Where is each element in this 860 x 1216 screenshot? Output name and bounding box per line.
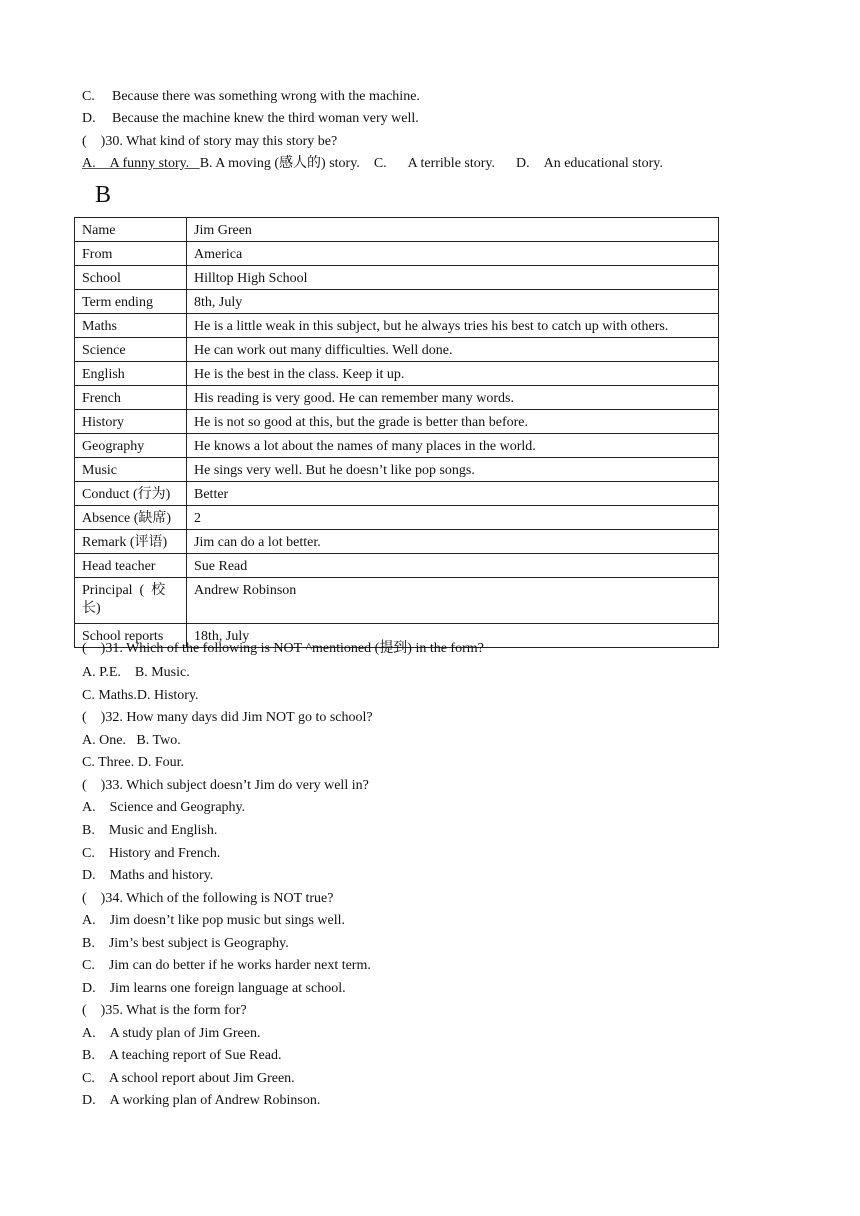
table-row bbox=[75, 362, 719, 386]
table-row bbox=[75, 482, 719, 506]
row-label: Science bbox=[75, 338, 187, 362]
row-value: 18th, July bbox=[187, 624, 719, 648]
school-report-table bbox=[74, 217, 719, 648]
answer-option: C. History and French. bbox=[82, 846, 221, 861]
answer-option: D. A working plan of Andrew Robinson. bbox=[82, 1093, 321, 1108]
answer-option: A. Jim doesn’t like pop music but sings well. bbox=[82, 913, 346, 928]
row-value: He knows a lot about the names of many places in the world. bbox=[187, 434, 719, 458]
row-label: History bbox=[75, 410, 187, 434]
row-value: America bbox=[187, 242, 719, 266]
answer-option: B. A teaching report of Sue Read. bbox=[82, 1048, 282, 1063]
table-row bbox=[75, 218, 719, 242]
row-value: Sue Read bbox=[187, 554, 719, 578]
table-row bbox=[75, 578, 719, 624]
table-row bbox=[75, 458, 719, 482]
row-label: Conduct (行为) bbox=[75, 482, 187, 506]
row-label: Name bbox=[75, 218, 187, 242]
table-row bbox=[75, 242, 719, 266]
section-label: B bbox=[95, 182, 112, 208]
row-label: Remark (评语) bbox=[75, 530, 187, 554]
table-row bbox=[75, 338, 719, 362]
row-value: 2 bbox=[187, 506, 719, 530]
row-value: Jim Green bbox=[187, 218, 719, 242]
table-row bbox=[75, 290, 719, 314]
q30-option-a: A. A funny story. bbox=[82, 156, 200, 171]
q30-option-d: D. An educational story. bbox=[516, 156, 663, 171]
row-label: Head teacher bbox=[75, 554, 187, 578]
q30-option-b: B. A moving (感人的) story. bbox=[199, 156, 360, 171]
row-label: Absence (缺席) bbox=[75, 506, 187, 530]
answer-option: B. Music and English. bbox=[82, 823, 218, 838]
row-label: Term ending bbox=[75, 290, 187, 314]
q30-option-c: C. A terrible story. bbox=[373, 156, 495, 171]
answer-option: A. Science and Geography. bbox=[82, 800, 246, 815]
answer-option: B. Jim’s best subject is Geography. bbox=[82, 936, 289, 951]
answer-option: A. A study plan of Jim Green. bbox=[82, 1026, 261, 1041]
row-label: Music bbox=[75, 458, 187, 482]
row-value: He is a little weak in this subject, but he always tries his best to catch up with others. bbox=[187, 314, 719, 338]
table-row bbox=[75, 530, 719, 554]
answer-option: C. Jim can do better if he works harder next term. bbox=[82, 958, 371, 973]
question-stem: ( )33. Which subject doesn’t Jim do very well in? bbox=[82, 778, 369, 793]
row-value: He is not so good at this, but the grade is better than before. bbox=[187, 410, 719, 434]
row-value: He is the best in the class. Keep it up. bbox=[187, 362, 719, 386]
row-label: Geography bbox=[75, 434, 187, 458]
row-value: Better bbox=[187, 482, 719, 506]
option-c-q29 bbox=[82, 88, 420, 106]
row-label: French bbox=[75, 386, 187, 410]
table-row bbox=[75, 314, 719, 338]
table-row bbox=[75, 506, 719, 530]
table-row bbox=[75, 554, 719, 578]
question-30-stem: ( )30. What kind of story may this story be? bbox=[82, 134, 338, 149]
row-label: English bbox=[75, 362, 187, 386]
question-stem: ( )35. What is the form for? bbox=[82, 1003, 247, 1018]
option-text: Because the machine knew the third woman very well. bbox=[112, 111, 419, 126]
answer-option: D. Maths and history. bbox=[82, 868, 214, 883]
table-row bbox=[75, 266, 719, 290]
answer-option: C. Three. D. Four. bbox=[82, 755, 185, 770]
row-label: From bbox=[75, 242, 187, 266]
row-value: Hilltop High School bbox=[187, 266, 719, 290]
row-label: School bbox=[75, 266, 187, 290]
option-letter: C. bbox=[82, 89, 95, 104]
row-value: Andrew Robinson bbox=[187, 578, 719, 624]
row-label: School reports bbox=[75, 624, 187, 648]
row-value: His reading is very good. He can remember many words. bbox=[187, 386, 719, 410]
row-value: Jim can do a lot better. bbox=[187, 530, 719, 554]
question-stem: ( )32. How many days did Jim NOT go to school? bbox=[82, 710, 373, 725]
option-text: Because there was something wrong with the machine. bbox=[112, 89, 420, 104]
table-row bbox=[75, 410, 719, 434]
option-letter: D. bbox=[82, 111, 96, 126]
question-stem: ( )31. Which of the following is NOT ^mentioned (提到) in the form? bbox=[82, 641, 484, 656]
answer-option: A. One. B. Two. bbox=[82, 733, 181, 748]
row-label: Maths bbox=[75, 314, 187, 338]
question-stem: ( )34. Which of the following is NOT true? bbox=[82, 891, 334, 906]
question-30-options bbox=[82, 155, 663, 173]
row-label: Principal ( 校长) bbox=[75, 578, 187, 624]
row-value: He can work out many difficulties. Well done. bbox=[187, 338, 719, 362]
answer-option: C. A school report about Jim Green. bbox=[82, 1071, 295, 1086]
answer-option: A. P.E. B. Music. bbox=[82, 665, 190, 680]
row-value: 8th, July bbox=[187, 290, 719, 314]
table-row bbox=[75, 386, 719, 410]
answer-option: D. Jim learns one foreign language at school. bbox=[82, 981, 346, 996]
answer-option: C. Maths.D. History. bbox=[82, 688, 199, 703]
row-value: He sings very well. But he doesn’t like pop songs. bbox=[187, 458, 719, 482]
option-d-q29 bbox=[82, 110, 419, 128]
table-row bbox=[75, 434, 719, 458]
